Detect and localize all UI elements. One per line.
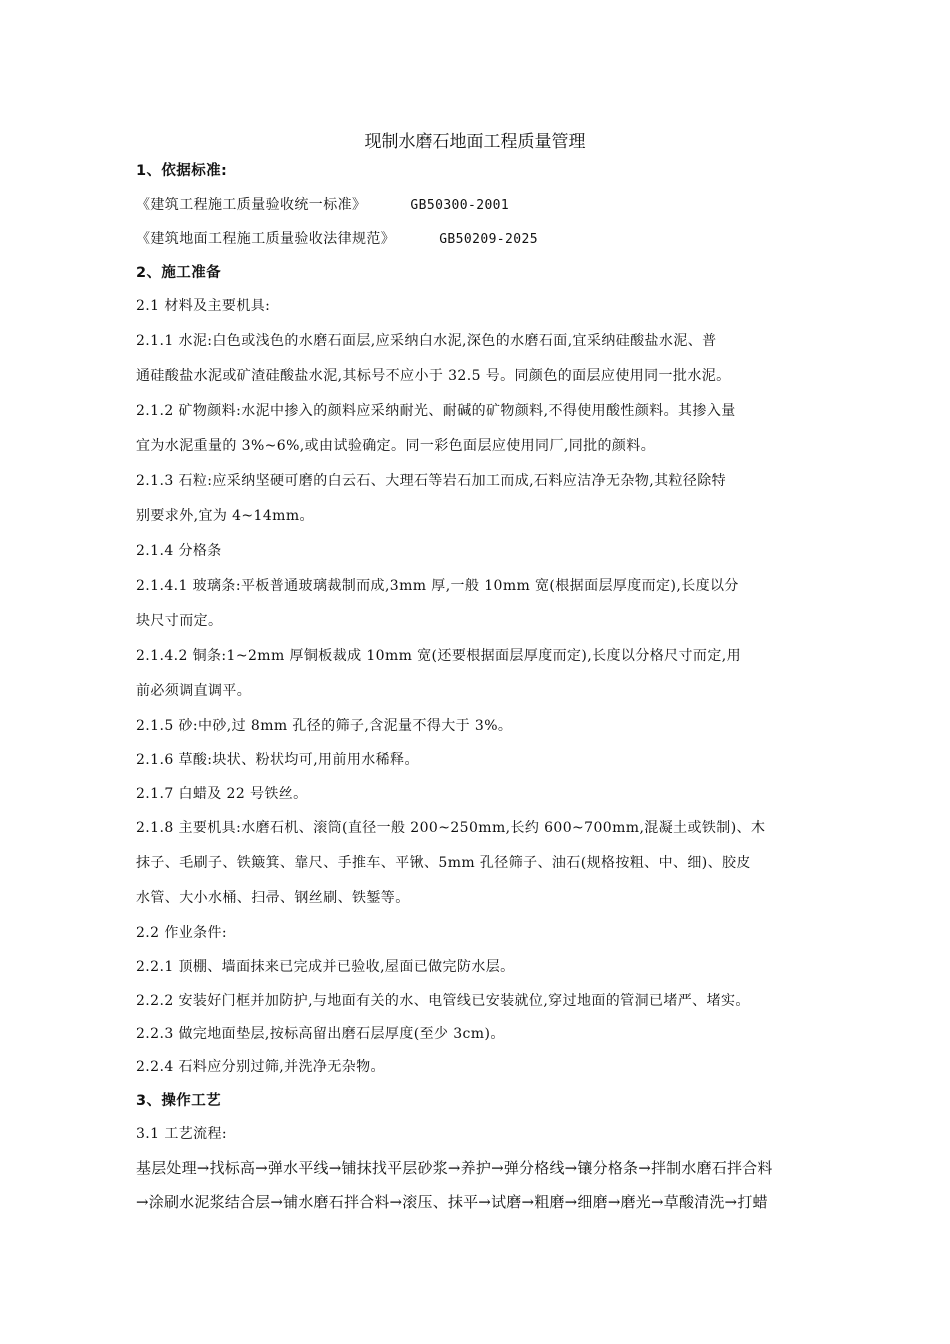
section-heading-preparation: 2、施工准备 [136,265,221,281]
standard-code: GB50209-2025 [439,232,538,247]
page-title: 现制水磨石地面工程质量管理 [364,132,586,152]
process-flow-line-1: 基层处理→找标高→弹水平线→铺抹找平层砂浆→养护→弹分格线→镶分格条→拌制水磨石拌合料 [136,1159,773,1177]
paragraph-line: 宜为水泥重量的 3%~6%,或由试验确定。同一彩色面层应使用同厂,同批的颜料。 [136,438,656,454]
standard-code: GB50300-2001 [410,198,510,213]
standard-item-1 [136,194,862,217]
paragraph-line: 2.1.5 砂:中砂,过 8mm 孔径的筛子,含泥量不得大于 3%。 [136,718,513,734]
paragraph-line: 2.2.1 顶棚、墙面抹来已完成并已验收,屋面已做完防水层。 [136,959,515,975]
paragraph-line: 2.1 材料及主要机具: [136,298,271,314]
section-heading-process: 3、操作工艺 [136,1093,221,1109]
paragraph-line: 抹子、毛刷子、铁簸箕、靠尺、手推车、平锹、5mm 孔径筛子、油石(规格按粗、中、细)、胶皮 [136,855,751,871]
standard-name: 《建筑地面工程施工质量验收法律规范》 [136,231,396,247]
paragraph-line: 水管、大小水桶、扫帚、钢丝刷、铁錾等。 [136,890,410,906]
paragraph-line: 2.1.2 矿物颜料:水泥中掺入的颜料应采纳耐光、耐碱的矿物颜料,不得使用酸性颜料。其掺入量 [136,403,736,419]
paragraph-line: 2.2.3 做完地面垫层,按标高留出磨石层厚度(至少 3cm)。 [136,1026,505,1042]
standard-item-2 [136,228,862,251]
paragraph-line: 2.1.1 水泥:白色或浅色的水磨石面层,应采纳白水泥,深色的水磨石面,宜采纳硅酸盐水泥、普 [136,333,717,349]
paragraph-line: 2.1.4.2 铜条:1~2mm 厚铜板裁成 10mm 宽(还要根据面层厚度而定),长度以分格尺寸而定,用 [136,648,741,664]
paragraph-line: 2.1.4 分格条 [136,543,222,559]
paragraph-line: 2.1.4.1 玻璃条:平板普通玻璃裁制而成,3mm 厚,一般 10mm 宽(根据面层厚度而定),长度以分 [136,578,739,594]
paragraph-line: 2.2 作业条件: [136,925,228,941]
section-heading-standards: 1、依据标准: [136,163,228,179]
paragraph-line: 通硅酸盐水泥或矿渣硅酸盐水泥,其标号不应小于 32.5 号。同颜色的面层应使用同一批水泥。 [136,368,731,384]
paragraph-line: 2.1.7 白蜡及 22 号铁丝。 [136,786,308,802]
process-flow-line-2: →涂刷水泥浆结合层→铺水磨石拌合料→滚压、抹平→试磨→粗磨→细磨→磨光→草酸清洗→打蜡 [136,1193,768,1211]
paragraph-line: 2.1.8 主要机具:水磨石机、滚筒(直径一般 200~250mm,长约 600~700mm,混凝土或铁制)、木 [136,820,766,836]
paragraph-line: 2.1.3 石粒:应采纳坚硬可磨的白云石、大理石等岩石加工而成,石料应洁净无杂物,其粒径除特 [136,473,727,489]
paragraph-line: 块尺寸而定。 [136,613,223,629]
paragraph-line: 别要求外,宜为 4~14mm。 [136,508,314,524]
paragraph-line: 2.1.6 草酸:块状、粉状均可,用前用水稀释。 [136,752,419,768]
paragraph-line: 2.2.2 安装好门框并加防护,与地面有关的水、电管线已安装就位,穿过地面的管洞已堵严、堵实。 [136,993,750,1009]
paragraph-line: 2.2.4 石料应分别过筛,并洗净无杂物。 [136,1059,385,1075]
paragraph-line: 3.1 工艺流程: [136,1126,228,1142]
paragraph-line: 前必须调直调平。 [136,683,252,699]
standard-name: 《建筑工程施工质量验收统一标准》 [136,197,367,213]
